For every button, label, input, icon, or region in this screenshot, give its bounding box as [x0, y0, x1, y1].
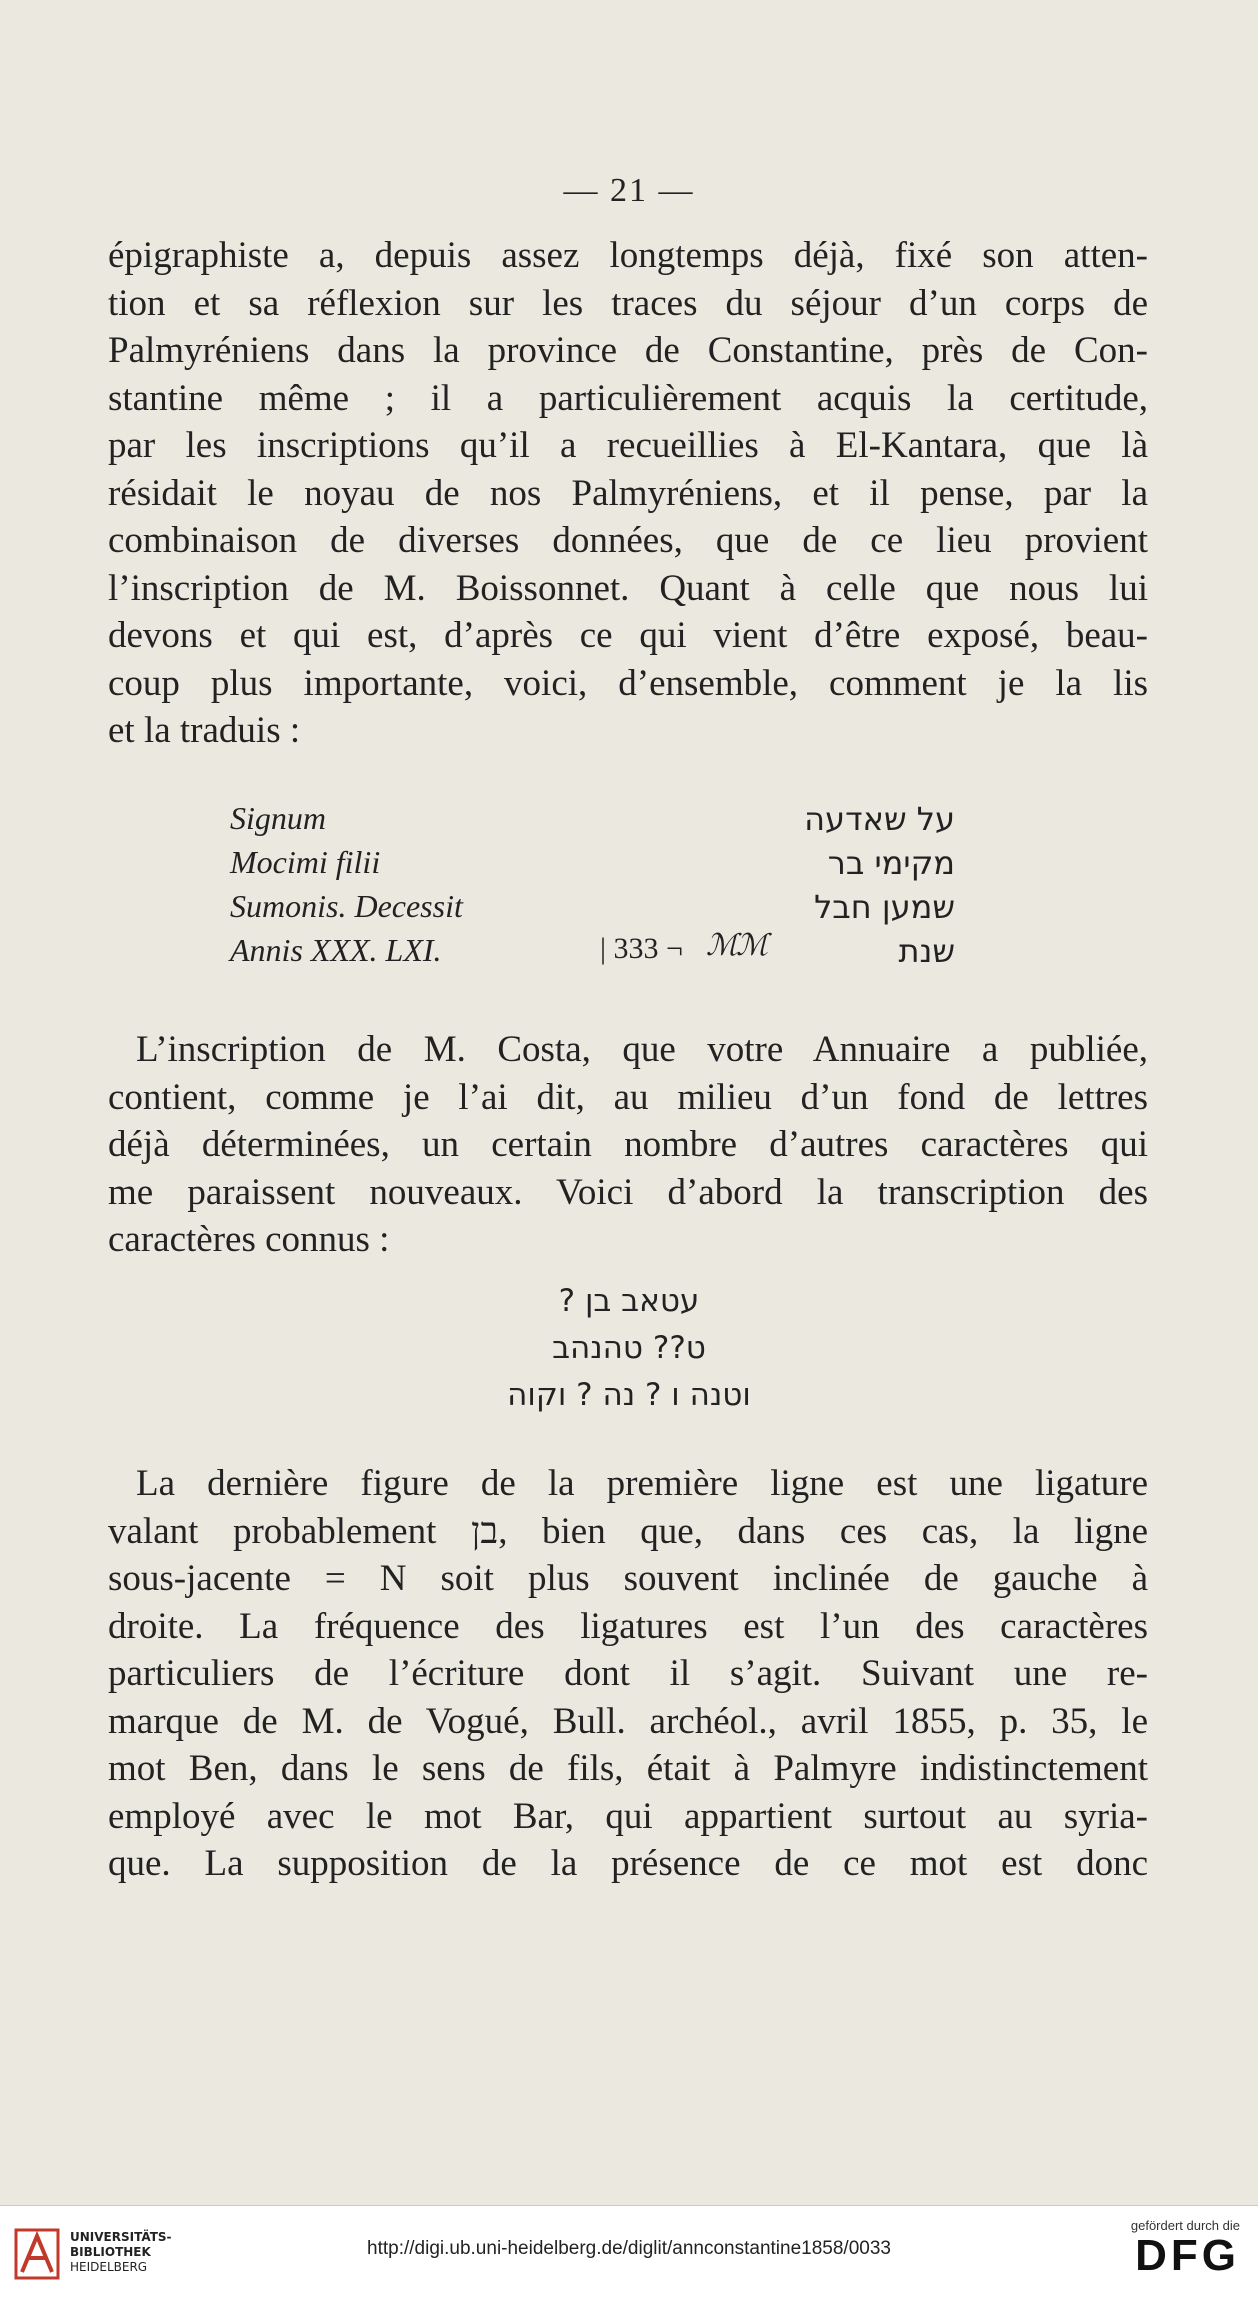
text-line: contient, comme je l’ai dit, au milieu d’un fond de lettres [108, 1076, 1148, 1118]
library-name-line: HEIDELBERG [70, 2260, 148, 2274]
numeral-glyph: ℳℳ [706, 929, 767, 962]
text-line: mot Ben, dans le sens de fils, était à Palmyre indistinctement [108, 1748, 1148, 1789]
text-line: marque de M. de Vogué, Bull. archéol., avril 1855, p. 35, le [108, 1700, 1148, 1742]
text-line: sous-jacente = N soit plus souvent inclinée de gauche à [108, 1558, 1148, 1599]
inscription-row [230, 929, 980, 976]
text-line: et la traduis : [108, 710, 301, 751]
inscription-table [230, 800, 980, 976]
latin-text: Annis XXX. LXI. [230, 932, 442, 968]
paragraph-2 [108, 1026, 1148, 1264]
funder-caption: gefördert durch die [1130, 2218, 1240, 2233]
inscription-row [230, 800, 980, 844]
permalink[interactable]: http://digi.ub.uni-heidelberg.de/diglit/annconstantine1858/0033 [367, 2238, 891, 2259]
dfg-logo: DFG [1135, 2231, 1240, 2280]
text-line: caractères connus : [108, 1219, 390, 1260]
text-line: me paraissent nouveaux. Voici d’abord la transcription des [108, 1171, 1148, 1213]
hebrew-text: מקימי בר [827, 844, 955, 882]
transcription-line: ט?? טהנהב [552, 1330, 706, 1366]
inscription-row [230, 844, 980, 888]
numeral-value: | 333 ¬ [600, 932, 683, 965]
page-number: — 21 — [563, 172, 695, 209]
text-line: déjà déterminées, un certain nombre d’autres caractères qui [108, 1124, 1148, 1165]
transcription-line: וטנה ו ? נה ? וקוה [507, 1377, 751, 1413]
text-line: particuliers de l’écriture dont il s’agit. Suivant une re- [108, 1653, 1148, 1694]
latin-text: Mocimi filii [230, 844, 381, 880]
text-line: tion et sa réflexion sur les traces du séjour d’un corps de [108, 282, 1148, 324]
hebrew-text: שמען חבל [814, 888, 955, 926]
transcription-line: עטאב בן ? [558, 1283, 700, 1319]
text-line: valant probablement בן, bien que, dans ces cas, la ligne [108, 1510, 1148, 1552]
text-line: employé avec le mot Bar, qui appartient surtout au syria- [108, 1795, 1148, 1837]
funder-block [1131, 2218, 1240, 2279]
text-line: La dernière figure de la première ligne est une ligature [136, 1463, 1148, 1504]
text-line: que. La supposition de la présence de ce mot est donc [108, 1843, 1148, 1884]
hebrew-transcription [0, 1278, 1258, 1419]
inscription-row [230, 888, 980, 932]
text-line: stantine même ; il a particulièrement acquis la certitude, [108, 377, 1148, 419]
text-line: combinaison de diverses données, que de ce lieu provient [108, 520, 1148, 561]
library-name-line: UNIVERSITÄTS- [70, 2230, 172, 2244]
text-line: par les inscriptions qu’il a recueillies à El-Kantara, que là [108, 425, 1148, 466]
paragraph-3 [108, 1460, 1148, 1888]
paragraph-1 [108, 232, 1148, 755]
latin-text: Signum [230, 800, 326, 836]
latin-text: Sumonis. Decessit [230, 888, 463, 924]
text-line: résidait le noyau de nos Palmyréniens, et il pense, par la [108, 472, 1148, 514]
text-line: épigraphiste a, depuis assez longtemps déjà, fixé son atten- [108, 235, 1148, 276]
text-line: L’inscription de M. Costa, que votre Annuaire a publiée, [136, 1029, 1148, 1070]
text-line: devons et qui est, d’après ce qui vient d’être exposé, beau- [108, 615, 1148, 656]
text-line: Palmyréniens dans la province de Constantine, près de Con- [108, 330, 1148, 371]
viewer-footer [0, 2205, 1258, 2298]
library-name-line: BIBLIOTHEK [70, 2245, 151, 2259]
text-line: droite. La fréquence des ligatures est l’un des caractères [108, 1605, 1148, 1647]
text-line: l’inscription de M. Boissonnet. Quant à celle que nous lui [108, 567, 1148, 609]
hebrew-text: על שאדעה [804, 800, 955, 838]
text-line: coup plus importante, voici, d’ensemble, comment je la lis [108, 662, 1148, 704]
hebrew-text: שנת [898, 932, 955, 970]
